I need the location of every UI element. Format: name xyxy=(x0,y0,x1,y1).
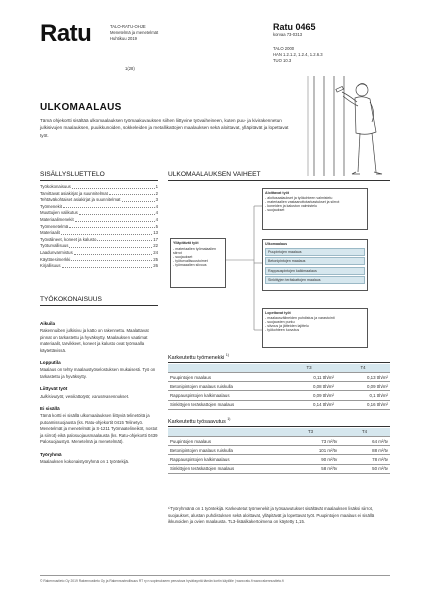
toc-item[interactable]: Materiaalimenekit 4 xyxy=(40,216,158,222)
start-works-title: Aloittavat työt xyxy=(265,191,289,195)
replaces-note: korvaa 73-0313 xyxy=(273,32,303,37)
painter-illustration xyxy=(300,76,400,176)
maintenance-works-box xyxy=(170,238,226,288)
toc-item[interactable]: Käyttöesimerkki 25 xyxy=(40,256,158,262)
block-text: Julkisivutyöt, vesikattotyöt, varusteasennukset. xyxy=(40,393,130,399)
toc-item[interactable]: Työvälineet, koneet ja kalusto 17 xyxy=(40,236,158,242)
work-section-header xyxy=(40,296,158,306)
document-id-block xyxy=(273,22,316,38)
table-row: Puupintojen maalaus 0,11 tth/m² 0,13 tth/m² xyxy=(168,372,390,381)
work-effort-table xyxy=(168,364,390,410)
table-row: Betonipintojen maalaus ruiskulla 0,08 tth/m² 0,09 tth/m² xyxy=(168,382,390,391)
toc-item[interactable]: Materiaalit 13 xyxy=(40,230,158,236)
page-number: 1(28) xyxy=(125,66,135,71)
start-works-box xyxy=(262,188,368,230)
maint-item: - materiaalien työmaiaalien siirrot xyxy=(173,247,216,255)
table-row: Puupintojen maalaus 73 m²/tv 64 m²/tv xyxy=(168,436,390,445)
toc-item[interactable]: Työmenetelmä 5 xyxy=(40,223,158,229)
end-item: - maalausvälineiden puhdistus ja varastointi xyxy=(265,316,335,320)
block-heading: Lopputila xyxy=(40,360,61,366)
work-output-rule xyxy=(168,426,390,427)
footer-text: © Rakennustieto Oy 2019 Rakennustieto Oy ja Rakennusteollisuus RT ry:n sopimukseen perustuva hyväksyntä tämän kortin käytölle | www.ratu.fi www.rakennustieto.fi xyxy=(40,579,284,583)
toc-title: SISÄLLYSLUETTELO xyxy=(40,171,105,178)
work-output-title: Karkeutettu työsaavutus $^{1)}$ xyxy=(168,417,231,425)
work-effort-section xyxy=(168,353,390,410)
footer-rule xyxy=(40,575,390,576)
footnote: ¹⁾Työryhmänä on 1 työntekijä. Karkeutetut työmenekit ja työsaavutukset sisältävät maalauksen lisäksi siirrot, suojaukset, alustan puhdistuksen sekä aloittavat, ylläpitävät ja lopettavat työt. Puupintojen maalaus ei sisällä ikkunoiden ja ovien maalausta. TL3-lisäalkakertoimena on käytetty 1,15. xyxy=(168,506,375,525)
work-section-title: TYÖKOKONAISUUS xyxy=(40,296,102,303)
block-text: Rakennuiben julkisivu ja katto on rakennettu. Maalattavat pinnat on tarkastettu ja hyväksytty. Maalauksen vaatimat materiaalit, tarvikkeet, koneet ja kalusto ovat työmaalla käytettävissä. xyxy=(40,328,149,353)
card-line: TALO-RATU-OHJE xyxy=(110,24,146,29)
document-id: Ratu 0465 xyxy=(273,22,316,32)
maintenance-works-title: Ylläpitävät työt xyxy=(173,241,199,245)
card-line: Huhtikuu 2019 xyxy=(110,36,138,41)
phase-item: Betonipintojen maalaus xyxy=(265,257,365,265)
start-item: - aloitusaalaukset ja työkohteen valmistelu xyxy=(265,196,333,200)
intro-paragraph: Tämä ohjekortti sisältää ulkomaalauksen työmaakuvauksen siihen liittyvine työvaiheineen, kuten puu- ja kivirakennetun julkisivujen maalauksen, puuikkunoiden, sokkeleiden ja metallikattojen maalauksen sekä aloittavat, ylläpitävät ja lopettavat työt. xyxy=(40,118,289,138)
toc-item[interactable]: Kirjallisuus 26 xyxy=(40,263,158,269)
work-output-section xyxy=(168,417,390,474)
toc-item[interactable]: Työkokonaisuus 1 xyxy=(40,184,158,189)
end-works-box xyxy=(262,308,368,348)
work-output-table xyxy=(168,428,390,474)
maint-item: - suojaukset xyxy=(173,255,193,259)
toc-header xyxy=(40,171,158,181)
maint-item: - työmaaalien siivous xyxy=(173,263,207,267)
toc-item[interactable]: Laadunvarmistus 24 xyxy=(40,249,158,255)
ratu-logo: Ratu xyxy=(40,20,92,47)
toc-item[interactable]: Tarvittavat asiakirjat ja suunnitelmat 2 xyxy=(40,190,158,196)
end-works-title: Lopettavat työt xyxy=(265,311,291,315)
toc-item[interactable]: Muuttujien valikutus 4 xyxy=(40,210,158,216)
page-title: ULKOMAALAUS xyxy=(40,102,122,113)
card-info xyxy=(110,24,158,42)
table-row: Sinkittyjen teräskattojen maalaus 0,14 tth/m² 0,16 tth/m² xyxy=(168,400,390,409)
work-effort-rule xyxy=(168,362,390,363)
code-line: TALO 2000 xyxy=(273,46,295,51)
work-section-rule xyxy=(40,305,158,306)
block-text: Maalaus on tehty maalaustyöselostuksen mukaisesti. Työ on tarkastettu ja hyväksytty. xyxy=(40,367,156,379)
code-line: TUO 10.3 xyxy=(273,58,292,63)
block-text: Maalauksen kokonaistyöryhmä on 1 työntekijä. xyxy=(40,458,130,464)
end-item: - suojausten purku xyxy=(265,320,295,324)
card-line: Menetelmä ja menetelmät xyxy=(110,30,159,35)
maint-item: - työturvallisuustoimet xyxy=(173,259,208,263)
work-section-body xyxy=(40,315,158,465)
block-heading: Työryhmä xyxy=(40,451,62,457)
code-line: HAN 1.2.1.2, 1.2.4, 1.2.6.3 xyxy=(273,52,323,57)
table-header-row: T3 T4 xyxy=(168,364,390,373)
start-item: - suojaukset xyxy=(265,208,285,212)
table-of-contents xyxy=(40,184,158,270)
end-item: - siivous ja jätteiden lajittelu xyxy=(265,324,309,328)
classification-codes xyxy=(273,46,323,64)
table-row: Rappauspintojen kalkimaalaus 0,09 tth/m² 0,1 tth/m² xyxy=(168,391,390,400)
work-effort-title: Karkeutettu työmenekki $^{1)}$ xyxy=(168,353,229,361)
start-item: - koneiden ja kaluston valmistelu xyxy=(265,204,317,208)
diagram-title: ULKOMAALAUKSEN VAIHEET xyxy=(168,171,261,178)
phase-item: Puupintojen maalaus xyxy=(265,248,365,256)
start-item: - materiaalien vastaanottotarkastukset ja siirrot xyxy=(265,200,340,204)
toc-item[interactable]: Tehtäväkohtaiset asiakirjat ja suunnitelmat 3 xyxy=(40,197,158,203)
block-heading: Liittyvät työt xyxy=(40,386,68,392)
table-row: Rappauspintojen kalkimaalaus 90 m²/tv 78 m²/tv xyxy=(168,455,390,464)
end-item: - työkohteen luovutus xyxy=(265,328,300,332)
toc-item[interactable]: Työturvallisuus 22 xyxy=(40,243,158,249)
block-text: Tämä kortti ei sisällä ulkomaalauksen liittyviä telinetöitä ja putoamissuojausta (ks. Ratu-ohjekortit 0415 Telinetyö. Menetelmät ja menetelmät ja S-1211 Työmaatelineiköt, nostot ja siirrot) eikä palosuojausmaalausta (ks. Ratu-ohjekortti 0439 Palosuojaustyö. Menetelmä ja menetelmät). xyxy=(40,413,158,445)
phases-diagram xyxy=(168,180,368,346)
phase-item: Rappauspintojen kalkimaalaus xyxy=(265,267,365,275)
block-heading: Aikuila xyxy=(40,321,56,326)
table-row: Sinkittyjen teräskattojen maalaus 58 m²/tv 50 m²/tv xyxy=(168,464,390,473)
toc-item[interactable]: Työmenekit 4 xyxy=(40,203,158,209)
painting-phase-title: Ulkomaalaus xyxy=(265,242,288,246)
toc-rule xyxy=(40,180,158,181)
block-heading: Ei sisällä xyxy=(40,406,60,412)
phase-item: Sinkittyjen teräskattojen maalaus xyxy=(265,276,365,284)
painting-phase-box xyxy=(262,239,368,291)
table-header-row: T3 T4 xyxy=(168,428,390,437)
table-row: Betonipintojen maalaus ruiskulla 101 m²/tv 88 m²/tv xyxy=(168,446,390,455)
